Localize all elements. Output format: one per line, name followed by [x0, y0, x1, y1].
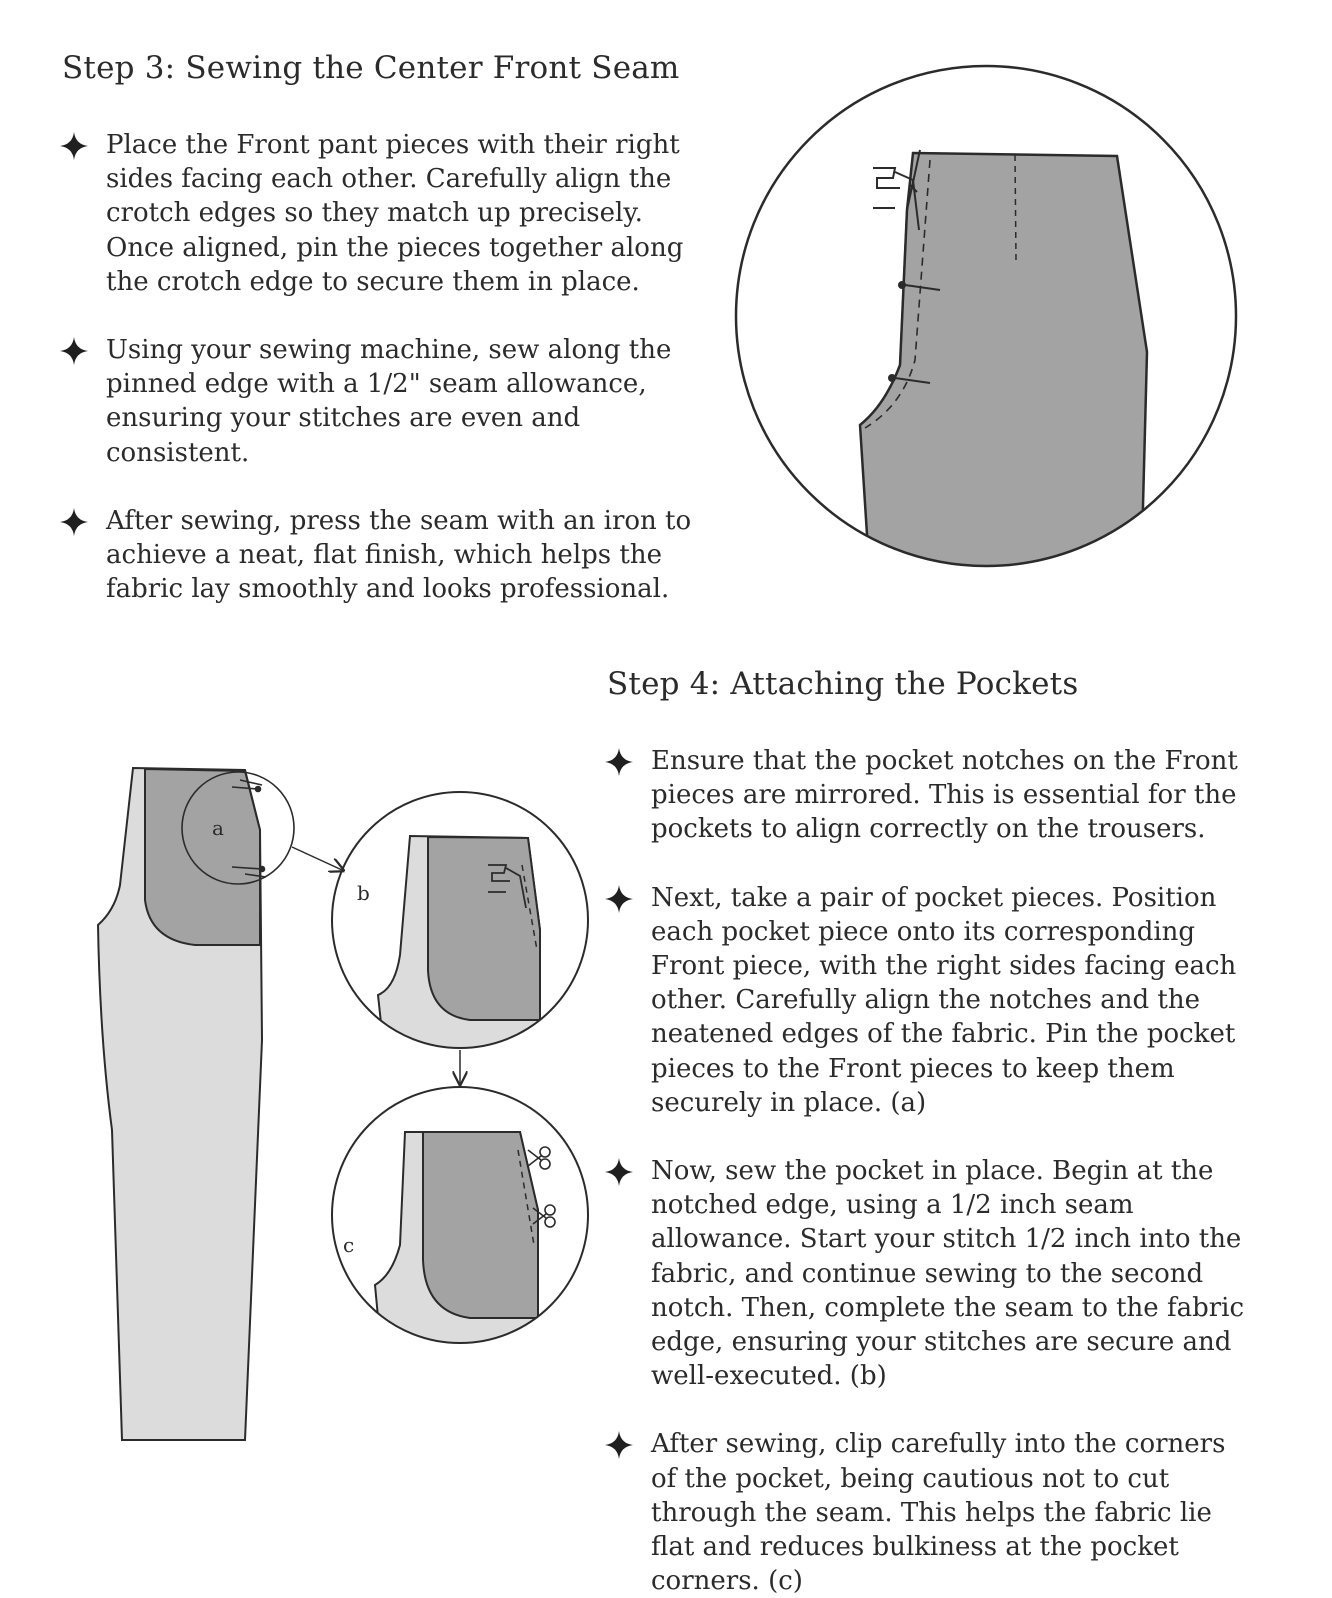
figure-label-b: b	[357, 881, 370, 905]
figure-label-c: c	[343, 1233, 355, 1257]
detail-circle-b	[332, 792, 588, 1060]
star-bullet-icon	[58, 506, 90, 538]
step3-title: Step 3: Sewing the Center Front Seam	[62, 50, 680, 86]
list-item: After sewing, clip carefully into the corners of the pocket, being cautious not to cut through the seam. This helps the fabric lie flat and reduces bulkiness at the pocket corners. (c)	[607, 1427, 1257, 1598]
detail-circle-c	[332, 1087, 588, 1360]
list-item: Place the Front pant pieces with their right sides facing each other. Carefully align the crotch edges so they match up precisely. Once aligned, pin the pieces together along the crotch edge to secure them in place.	[62, 128, 712, 299]
list-item: Using your sewing machine, sew along the pinned edge with a 1/2" seam allowance, ensuring your stitches are even and consistent.	[62, 333, 712, 470]
list-item: Next, take a pair of pocket pieces. Position each pocket piece onto its corresponding Front piece, with the right sides facing each other. Carefully align the notches and the neatened edges of the fabric. Pin the pocket pieces to the Front pieces to keep them securely in place. (a)	[607, 881, 1257, 1120]
star-bullet-icon	[603, 883, 635, 915]
scissors-icon	[528, 1147, 550, 1169]
star-bullet-icon	[58, 335, 90, 367]
star-bullet-icon	[603, 746, 635, 778]
pocket-illustration	[0, 740, 600, 1460]
list-item: Ensure that the pocket notches on the Front pieces are mirrored. This is essential for the pockets to align correctly on the trousers.	[607, 744, 1257, 847]
figure-label-a: a	[212, 816, 224, 840]
star-bullet-icon	[58, 130, 90, 162]
list-item: Now, sew the pocket in place. Begin at the notched edge, using a 1/2 inch seam allowance. Start your stitch 1/2 inch into the fabric, and continue sewing to the second notch. Then, complete the seam to the fabric edge, ensuring your stitches are secure and well-executed. (b)	[607, 1154, 1257, 1393]
star-bullet-icon	[603, 1429, 635, 1461]
front-pant-piece	[98, 768, 342, 1440]
step4-list	[607, 744, 1257, 1598]
step3-list	[62, 128, 712, 606]
center-front-seam-illustration	[735, 60, 1240, 570]
list-item: After sewing, press the seam with an iron to achieve a neat, flat finish, which helps the fabric lay smoothly and looks professional.	[62, 504, 712, 607]
step4-title: Step 4: Attaching the Pockets	[607, 666, 1079, 702]
star-bullet-icon	[603, 1156, 635, 1188]
